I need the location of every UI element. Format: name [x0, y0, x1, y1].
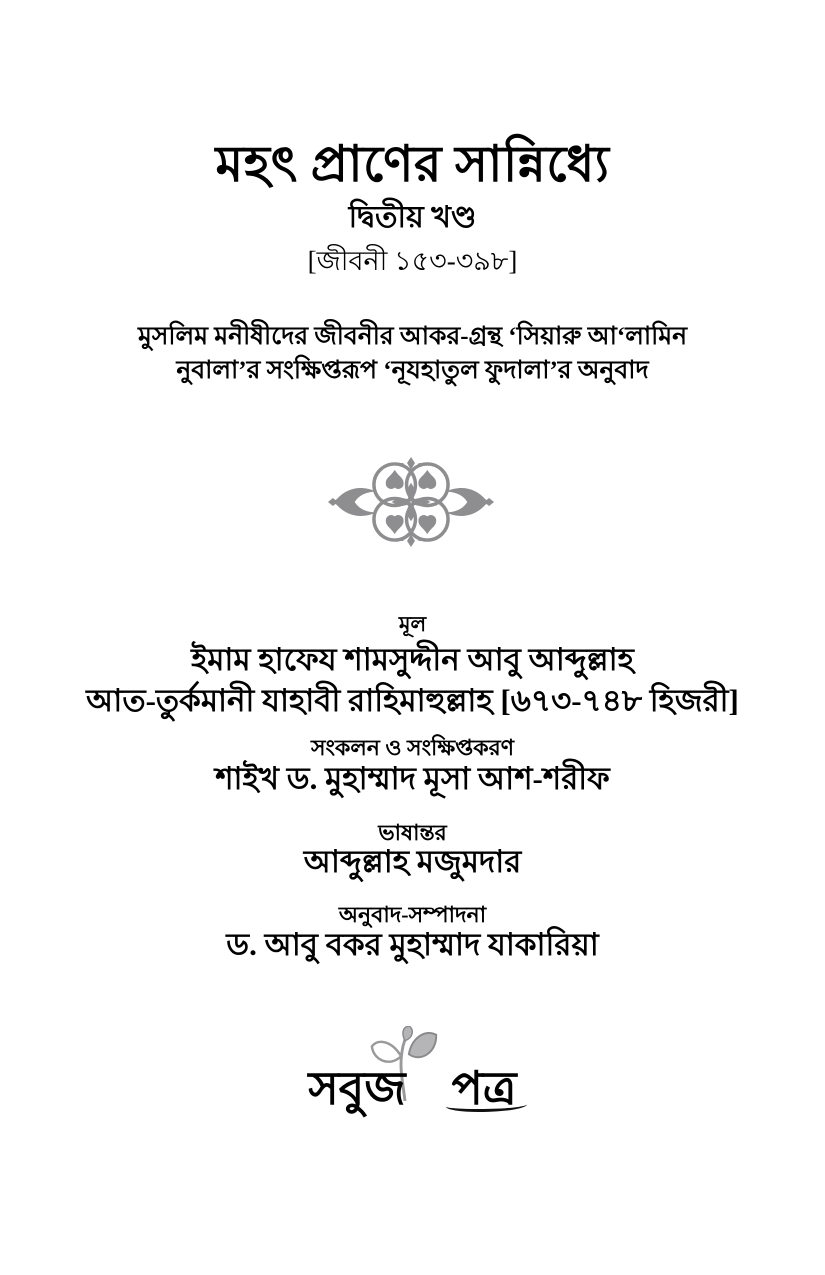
volume-subtitle: দ্বিতীয় খণ্ড [348, 201, 477, 234]
credit-name-original-line2: আত-তুর্কমানী যাহাবী রাহিমাহুল্লাহ [৬৭৩-৭৪৮ হিজরী] [86, 683, 739, 718]
description-line-1: মুসলিম মনীষীদের জীবনীর আকর-গ্রন্থ ‘সিয়ারু আ‘লামিন [137, 323, 688, 350]
publisher-name-part2-text: পত্র [451, 1063, 517, 1114]
credit-label-translation: ভাষান্তর [378, 820, 447, 845]
publisher-name-part1: সবুজ [308, 1063, 406, 1114]
credit-label-editing: অনুবাদ-সম্পাদনা [338, 902, 487, 927]
description-line-2: নুবালা’র সংক্ষিপ্তরূপ ‘নূযহাতুল ফুদালা’র অনুবাদ [176, 357, 649, 384]
credit-name-compiler: শাইখ ড. মুহাম্মাদ মূসা আশ-শরীফ [215, 761, 610, 796]
credit-label-compilation: সংকলন ও সংক্ষিপ্তকরণ [310, 735, 515, 760]
publisher-name-part2 [452, 1063, 517, 1114]
credit-name-editor: ড. আবু বকর মুহাম্মাদ যাকারিয়া [226, 927, 599, 962]
credit-name-translator: আব্দুল্লাহ মজুমদার [303, 844, 522, 879]
publisher-logo [0, 1026, 825, 1146]
damask-flourish-icon [327, 450, 495, 554]
biography-range: [জীবনী ১৫৩-৩৯৮] [307, 246, 518, 276]
credit-name-original-line1: ইমাম হাফেয শামসুদ্দীন আবু আব্দুল্লাহ [191, 642, 634, 677]
book-description [0, 320, 825, 388]
publisher-name [0, 1060, 825, 1118]
credit-label-original: মূল [398, 612, 427, 636]
book-title: মহৎ প্রাণের সান্নিধ্যে [215, 136, 610, 192]
